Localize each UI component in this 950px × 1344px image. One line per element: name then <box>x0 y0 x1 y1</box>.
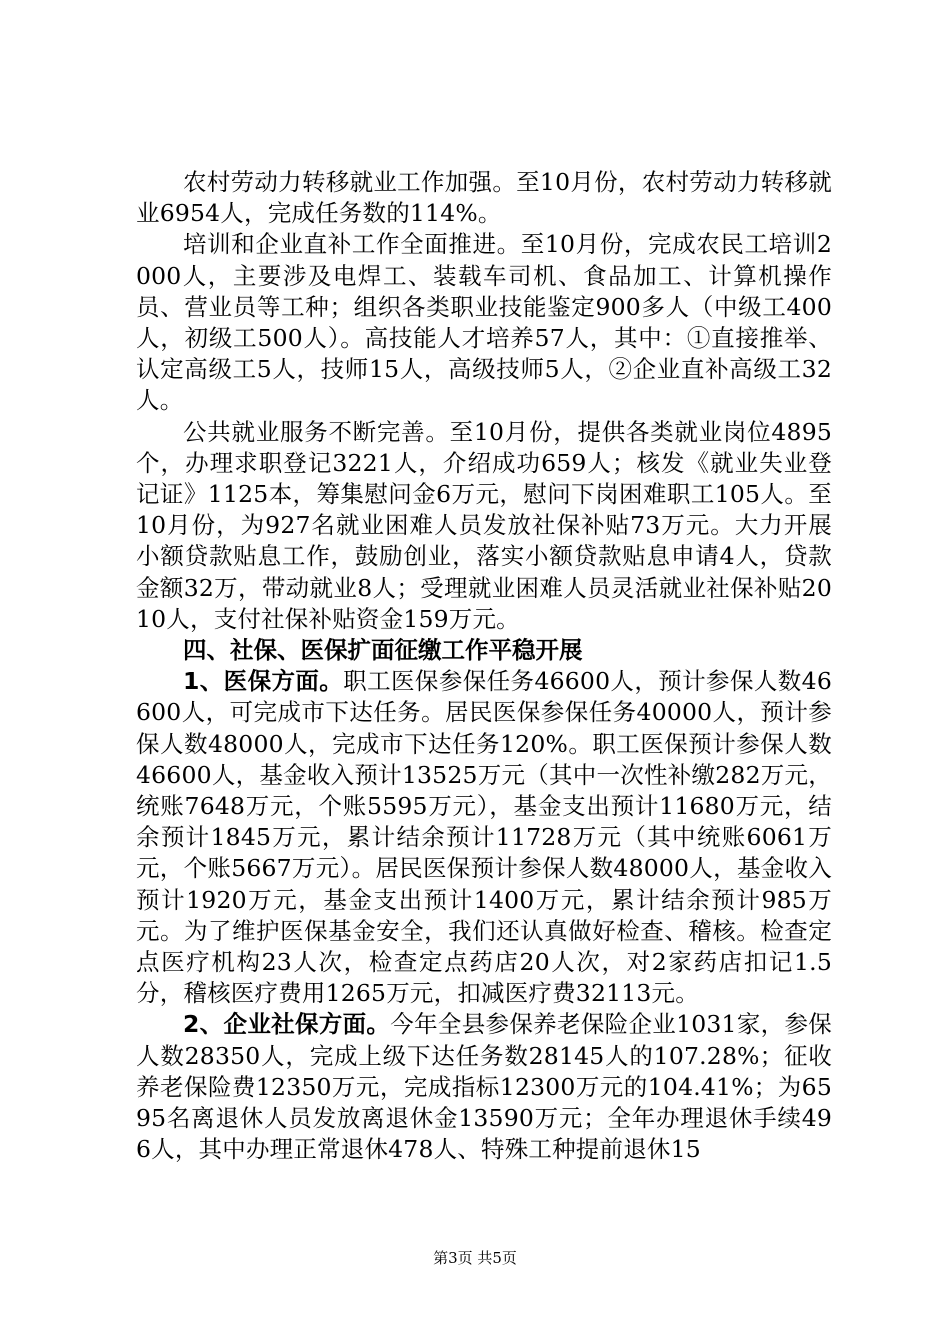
paragraph-lead: 1、医保方面。 <box>183 667 344 696</box>
paragraph-medical-insurance <box>136 666 832 1009</box>
paragraph-text: 公共就业服务不断完善。至10月份，提供各类就业岗位4895个，办理求职登记3221人，介绍成功659人；核发《就业失业登记证》1125本，筹集慰问金6万元，慰问下岗困难职工105人。至10月份，为927名就业困难人员发放社保补贴73万元。大力开展小额贷款贴息工作，鼓励创业，落实小额贷款贴息申请4人，贷款金额32万，带动就业8人；受理就业困难人员灵活就业社保补贴2010人，支付社保补贴资金159万元。 <box>136 417 832 633</box>
paragraph-public-employment <box>136 417 832 635</box>
paragraph-lead: 2、企业社保方面。 <box>183 1010 391 1039</box>
paragraph-enterprise-social-security <box>136 1009 832 1165</box>
paragraph-rural-labor <box>136 167 832 229</box>
page-number-label: 第3页 共5页 <box>433 1249 517 1267</box>
paragraph-text: 培训和企业直补工作全面推进。至10月份，完成农民工培训2000人，主要涉及电焊工、装载车司机、食品加工、计算机操作员、营业员等工种；组织各类职业技能鉴定900多人（中级工400人，初级工500人）。高技能人才培养57人，其中：①直接推举、认定高级工5人，技师15人，高级技师5人，②企业直补高级工32人。 <box>136 230 832 415</box>
paragraph-text: 农村劳动力转移就业工作加强。至10月份，农村劳动力转移就业6954人，完成任务数的114%。 <box>136 168 832 228</box>
paragraph-text: 今年全县参保养老保险企业1031家，参保人数28350人，完成上级下达任务数28145人的107.28%；征收养老保险费12350万元，完成指标12300万元的104.41%；为6595名离退休人员发放离退休金13590万元；全年办理退休手续496人，其中办理正常退休478人、特殊工种提前退休15 <box>136 1010 832 1164</box>
paragraph-text: 职工医保参保任务46600人，预计参保人数46600人，可完成市下达任务。居民医保参保任务40000人，预计参保人数48000人，完成市下达任务120%。职工医保预计参保人数46600人，基金收入预计13525万元（其中一次性补缴282万元，统账7648万元，个账5595万元），基金支出预计11680万元，结余预计1845万元，累计结余预计11728万元（其中统账6061万元，个账5667万元）。居民医保预计参保人数48000人，基金收入预计1920万元，基金支出预计1400万元，累计结余预计985万元。为了维护医保基金安全，我们还认真做好检查、稽核。检查定点医疗机构23人次，检查定点药店20人次，对2家药店扣记1.5分，稽核医疗费用1265万元，扣减医疗费32113元。 <box>136 667 832 1008</box>
document-body <box>136 167 832 1166</box>
page-footer <box>0 1247 950 1268</box>
section-heading: 四、社保、医保扩面征缴工作平稳开展 <box>183 636 583 665</box>
paragraph-training <box>136 229 832 416</box>
